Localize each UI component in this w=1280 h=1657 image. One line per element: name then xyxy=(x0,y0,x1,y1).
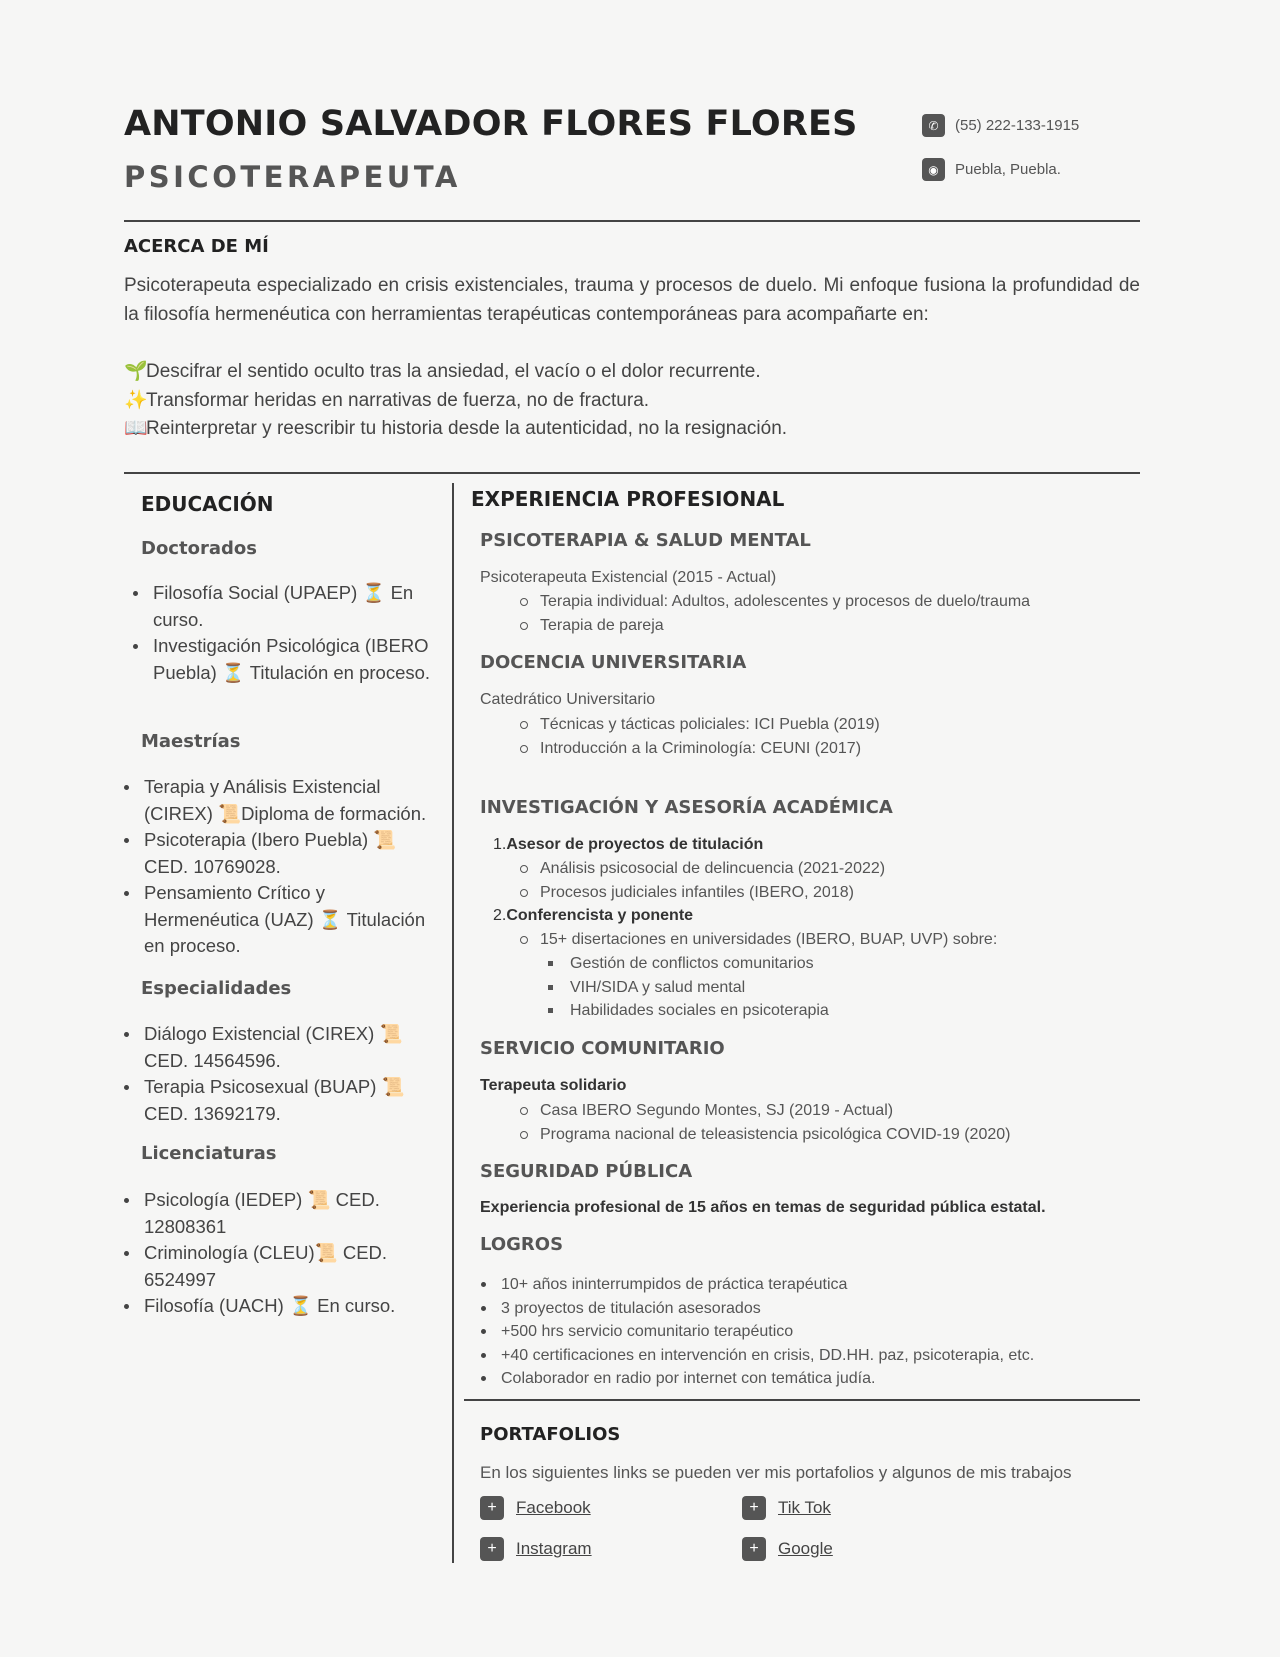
list-item: Análisis psicosocial de delincuencia (2021-2022) xyxy=(540,857,885,881)
list-item: Técnicas y tácticas policiales: ICI Puebla (2019) xyxy=(540,713,880,737)
about-bullet: ✨Transformar heridas en narrativas de fuerza, no de fractura. xyxy=(124,387,787,416)
psicoterapia-list xyxy=(540,590,1030,637)
scroll-icon: 📜 xyxy=(218,802,242,824)
tiktok-link[interactable]: Tik Tok xyxy=(778,1498,831,1517)
list-item: Gestión de conflictos comunitarios xyxy=(570,952,829,976)
docencia-heading: DOCENCIA UNIVERSITARIA xyxy=(480,652,747,673)
topics-list xyxy=(570,952,829,1023)
about-paragraph: Psicoterapeuta especializado en crisis existenciales, trauma y procesos de duelo. Mi enfoque fusiona la profundidad de la filosofía hermenéutica con herramientas terapéuticas contemporáneas para acompañarte en: xyxy=(124,275,1140,325)
portfolio-link-google[interactable] xyxy=(742,1537,833,1561)
plus-icon: + xyxy=(742,1496,766,1520)
especialidades-list xyxy=(144,1021,434,1127)
list-item: Terapia individual: Adultos, adolescentes y procesos de duelo/trauma xyxy=(540,590,1030,614)
phone-number: (55) 222-133-1915 xyxy=(955,117,1080,134)
docencia-role: Catedrático Universitario xyxy=(480,691,656,708)
list-item: +40 certificaciones en intervención en crisis, DD.HH. paz, psicoterapia, etc. xyxy=(501,1344,1034,1368)
book-icon: 📖 xyxy=(124,418,148,439)
hourglass-icon: ⏳ xyxy=(221,661,245,683)
plus-icon: + xyxy=(742,1537,766,1561)
maestrias-heading: Maestrías xyxy=(141,731,241,752)
list-item: Filosofía Social (UPAEP) ⏳ En curso. xyxy=(153,580,443,633)
licenciaturas-list xyxy=(144,1187,404,1320)
education-heading: EDUCACIÓN xyxy=(141,492,274,516)
about-bullet: 📖Reinterpretar y reescribir tu historia desde la autenticidad, no la resignación. xyxy=(124,415,787,444)
asesor-list xyxy=(540,857,885,904)
facebook-link[interactable]: Facebook xyxy=(516,1498,591,1517)
list-item: Investigación Psicológica (IBERO Puebla) ⏳ Titulación en proceso. xyxy=(153,633,443,686)
licenciaturas-heading: Licenciaturas xyxy=(141,1143,277,1164)
contact-location xyxy=(922,158,1061,181)
instagram-link[interactable]: Instagram xyxy=(516,1539,592,1558)
scroll-icon: 📜 xyxy=(379,1023,403,1044)
location-pin-icon: ◉ xyxy=(922,158,945,181)
list-item: Diálogo Existencial (CIREX) 📜 CED. 14564596. xyxy=(144,1021,434,1074)
psicoterapia-heading: PSICOTERAPIA & SALUD MENTAL xyxy=(480,530,811,551)
portfolio-link-instagram[interactable] xyxy=(480,1537,592,1561)
list-item: Habilidades sociales en psicoterapia xyxy=(570,999,829,1023)
portfolio-link-facebook[interactable] xyxy=(480,1496,591,1520)
portfolios-heading: PORTAFOLIOS xyxy=(480,1424,621,1445)
seguridad-text: Experiencia profesional de 15 años en temas de seguridad pública estatal. xyxy=(480,1199,1046,1216)
portfolio-link-tiktok[interactable] xyxy=(742,1496,831,1520)
logros-heading: LOGROS xyxy=(480,1234,564,1255)
job-title: PSICOTERAPEUTA xyxy=(124,160,461,194)
location-text: Puebla, Puebla. xyxy=(955,161,1061,178)
list-item: Terapia y Análisis Existencial (CIREX) 📜Diploma de formación. xyxy=(144,774,444,827)
portfolios-intro: En los siguientes links se pueden ver mis portafolios y algunos de mis trabajos xyxy=(480,1463,1072,1482)
about-heading: ACERCA DE MÍ xyxy=(124,236,269,257)
list-item: Psicología (IEDEP) 📜 CED. 12808361 xyxy=(144,1187,404,1240)
list-item: Pensamiento Crítico y Hermenéutica (UAZ) ⏳ Titulación en proceso. xyxy=(144,880,444,960)
list-item: Filosofía (UACH) ⏳ En curso. xyxy=(144,1293,404,1320)
hourglass-icon: ⏳ xyxy=(288,1295,312,1316)
servicio-list xyxy=(540,1099,1010,1146)
doctorados-list xyxy=(153,580,443,686)
list-item: Programa nacional de teleasistencia psicológica COVID-19 (2020) xyxy=(540,1123,1010,1147)
list-item: Introducción a la Criminología: CEUNI (2017) xyxy=(540,737,880,761)
list-item: Psicoterapia (Ibero Puebla) 📜 CED. 10769028. xyxy=(144,827,444,880)
plus-icon: + xyxy=(480,1496,504,1520)
list-item: Criminología (CLEU)📜 CED. 6524997 xyxy=(144,1240,404,1293)
scroll-icon: 📜 xyxy=(381,1076,405,1097)
about-bullets xyxy=(124,358,787,444)
google-link[interactable]: Google xyxy=(778,1539,833,1558)
investigacion-heading: INVESTIGACIÓN Y ASESORÍA ACADÉMICA xyxy=(480,797,893,818)
list-item: 3 proyectos de titulación asesorados xyxy=(501,1297,1034,1321)
list-item: 15+ disertaciones en universidades (IBERO, BUAP, UVP) sobre: xyxy=(540,928,997,952)
hourglass-icon: ⏳ xyxy=(362,582,386,603)
list-item: 10+ años ininterrumpidos de práctica terapéutica xyxy=(501,1273,1034,1297)
hourglass-icon: ⏳ xyxy=(318,908,342,930)
scroll-icon: 📜 xyxy=(314,1242,338,1263)
full-name: ANTONIO SALVADOR FLORES FLORES xyxy=(124,104,858,144)
plus-icon: + xyxy=(480,1537,504,1561)
seguridad-heading: SEGURIDAD PÚBLICA xyxy=(480,1161,693,1182)
header-divider xyxy=(124,220,1140,222)
list-item: VIH/SIDA y salud mental xyxy=(570,976,829,1000)
list-item: Terapia Psicosexual (BUAP) 📜 CED. 13692179. xyxy=(144,1074,434,1127)
scroll-icon: 📜 xyxy=(307,1189,331,1210)
psicoterapia-role: Psicoterapeuta Existencial (2015 - Actual) xyxy=(480,569,777,586)
numbered-item: 1.Asesor de proyectos de titulación xyxy=(493,836,764,853)
list-item: Terapia de pareja xyxy=(540,614,1030,638)
conferencista-list xyxy=(540,928,997,952)
servicio-heading: SERVICIO COMUNITARIO xyxy=(480,1038,725,1059)
contact-phone xyxy=(922,114,1079,137)
list-item: Colaborador en radio por internet con temática judía. xyxy=(501,1367,1034,1391)
about-divider xyxy=(124,472,1140,474)
servicio-role: Terapeuta solidario xyxy=(480,1077,627,1094)
maestrias-list xyxy=(144,774,444,960)
especialidades-heading: Especialidades xyxy=(141,978,292,999)
list-item: +500 hrs servicio comunitario terapéutico xyxy=(501,1320,1034,1344)
sparkles-icon: ✨ xyxy=(124,389,148,411)
experience-heading: EXPERIENCIA PROFESIONAL xyxy=(471,487,785,511)
about-bullet: 🌱Descifrar el sentido oculto tras la ansiedad, el vacío o el dolor recurrente. xyxy=(124,358,787,387)
phone-icon: ✆ xyxy=(922,114,945,137)
seedling-icon: 🌱 xyxy=(124,361,148,382)
list-item: Procesos judiciales infantiles (IBERO, 2018) xyxy=(540,881,885,905)
logros-list xyxy=(501,1273,1034,1391)
scroll-icon: 📜 xyxy=(373,829,397,850)
docencia-list xyxy=(540,713,880,760)
doctorados-heading: Doctorados xyxy=(141,538,257,559)
column-divider xyxy=(452,483,454,1563)
numbered-item: 2.Conferencista y ponente xyxy=(493,907,694,924)
portfolio-divider xyxy=(464,1399,1140,1401)
list-item: Casa IBERO Segundo Montes, SJ (2019 - Actual) xyxy=(540,1099,1010,1123)
